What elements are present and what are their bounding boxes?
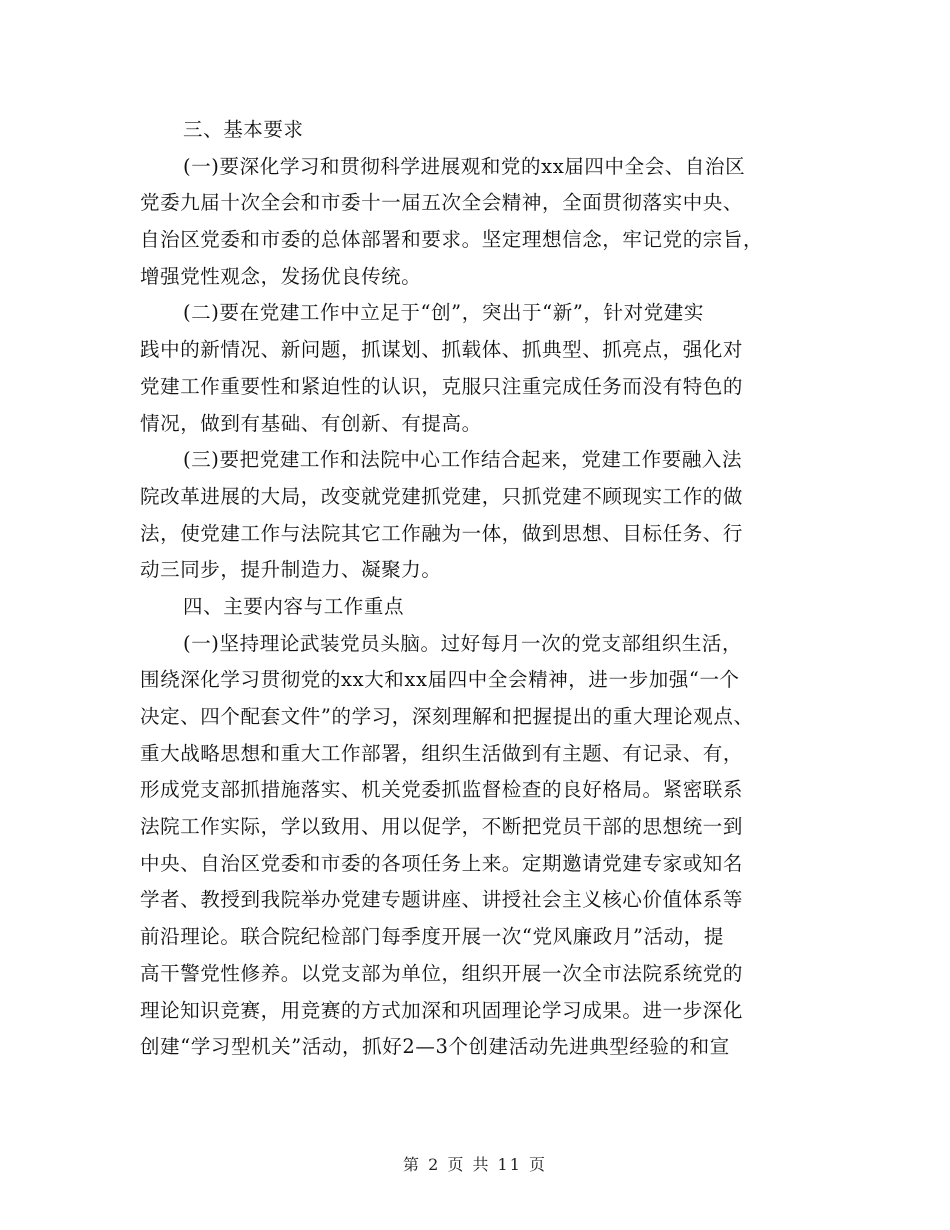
paragraph-line: 创建“学习型机关”活动，抓好2—3个创建活动先进典型经验的和宣 <box>140 1035 730 1059</box>
page-number-footer: 第 2 页 共 11 页 <box>403 1155 547 1174</box>
paragraph-line: 学者、教授到我院举办党建专题讲座、讲授社会主义核心价值体系等 <box>140 888 744 912</box>
paragraph-line: 围绕深化学习贯彻党的xx大和xx届四中全会精神，进一步加强“一个 <box>140 668 740 692</box>
paragraph-line: (一)坚持理论武装党员头脑。过好每月一次的党支部组织生活， <box>183 631 743 655</box>
section-heading: 四、主要内容与工作重点 <box>183 594 405 618</box>
paragraph-line: (一)要深化学习和贯彻科学进展观和党的xx届四中全会、自治区 <box>183 154 746 178</box>
paragraph-line: 院改革进展的大局，改变就党建抓党建，只抓党建不顾现实工作的做 <box>140 484 744 508</box>
paragraph-line: 践中的新情况、新问题，抓谋划、抓载体、抓典型、抓亮点，强化对 <box>140 338 744 362</box>
paragraph-line: 党委九届十次全会和市委十一届五次全会精神，全面贯彻落实中央、 <box>140 191 744 215</box>
section-heading: 三、基本要求 <box>183 118 304 141</box>
paragraph-line: 重大战略思想和重大工作部署，组织生活做到有主题、有记录、有， <box>140 741 744 765</box>
paragraph-line: 自治区党委和市委的总体部署和要求。坚定理想信念，牢记党的宗旨， <box>140 228 764 252</box>
paragraph-line: (三)要把党建工作和法院中心工作结合起来，党建工作要融入法 <box>183 448 743 472</box>
paragraph-line: 法，使党建工作与法院其它工作融为一体，做到思想、目标任务、行 <box>140 521 744 545</box>
paragraph-line: 党建工作重要性和紧迫性的认识，克服只注重完成任务而没有特色的 <box>140 374 744 398</box>
paragraph-line: (二)要在党建工作中立足于“创”，突出于“新”，针对党建实 <box>183 301 704 325</box>
paragraph-line: 法院工作实际，学以致用、用以促学，不断把党员干部的思想统一到 <box>140 815 744 839</box>
paragraph-line: 中央、自治区党委和市委的各项任务上来。定期邀请党建专家或知名 <box>140 851 744 875</box>
paragraph-line: 形成党支部抓措施落实、机关党委抓监督检查的良好格局。紧密联系 <box>140 778 744 802</box>
paragraph-line: 理论知识竞赛，用竞赛的方式加深和巩固理论学习成果。进一步深化 <box>140 998 744 1022</box>
paragraph-line: 高干警党性修养。以党支部为单位，组织开展一次全市法院系统党的 <box>140 961 744 985</box>
paragraph-line: 增强党性观念，发扬优良传统。 <box>140 264 422 288</box>
paragraph-line: 动三同步，提升制造力、凝聚力。 <box>140 558 442 582</box>
paragraph-line: 前沿理论。联合院纪检部门每季度开展一次“党风廉政月”活动，提 <box>140 925 724 949</box>
document-body <box>140 112 820 1066</box>
paragraph-line: 决定、四个配套文件”的学习，深刻理解和把握提出的重大理论观点、 <box>140 705 754 728</box>
paragraph-line: 情况，做到有基础、有创新、有提高。 <box>140 411 482 435</box>
